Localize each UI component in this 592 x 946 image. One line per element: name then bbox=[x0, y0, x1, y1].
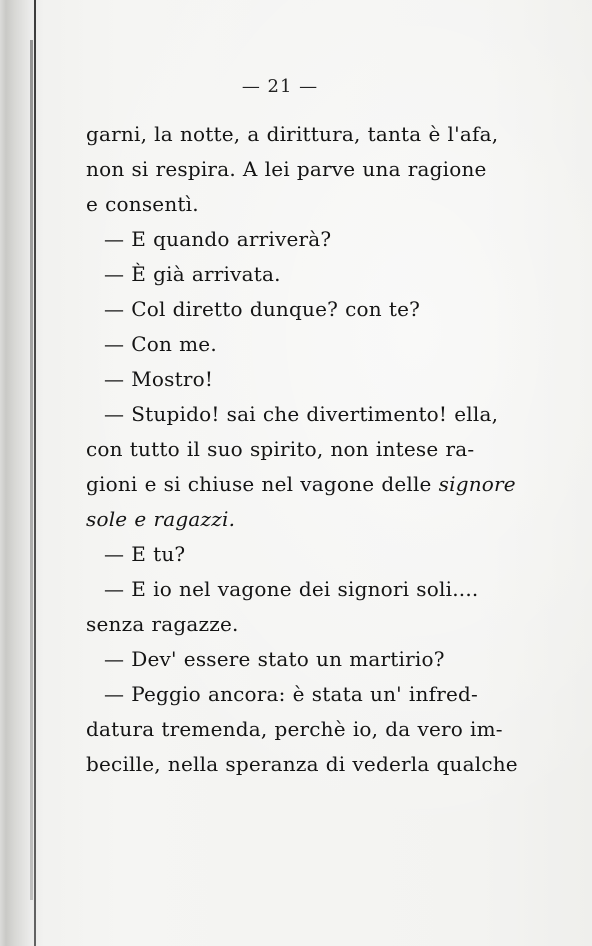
text-line: con tutto il suo spirito, non intese ra- bbox=[86, 437, 475, 461]
text-line bbox=[86, 467, 516, 502]
text-line: e consentì. bbox=[86, 192, 199, 216]
page-number: — 21 — bbox=[241, 76, 319, 97]
spine-edge bbox=[34, 0, 36, 946]
text-line: garni, la notte, a dirittura, tanta è l'afa, bbox=[86, 122, 499, 146]
spine-edge-shadow bbox=[30, 40, 33, 900]
page-text bbox=[86, 117, 518, 782]
text-line: — Con me. bbox=[104, 332, 217, 356]
text-line: non si respira. A lei parve una ragione bbox=[86, 157, 487, 181]
text-line: senza ragazze. bbox=[86, 612, 239, 636]
text-line: — Dev' essere stato un martirio? bbox=[104, 647, 445, 671]
text-line: — Stupido! sai che divertimento! ella, bbox=[104, 402, 499, 426]
text-line-part: gioni e si chiuse nel vagone delle bbox=[86, 472, 432, 496]
italic-word: signore bbox=[438, 472, 516, 496]
italic-line: sole e ragazzi. bbox=[86, 507, 236, 531]
text-line: — E io nel vagone dei signori soli.... bbox=[104, 577, 479, 601]
book-spine-shadow bbox=[0, 0, 44, 946]
text-line: — Mostro! bbox=[104, 367, 214, 391]
text-line: — È già arrivata. bbox=[104, 262, 281, 286]
text-line bbox=[86, 502, 470, 537]
text-line: becille, nella speranza di vederla qualche bbox=[86, 752, 518, 776]
text-line: — Col diretto dunque? con te? bbox=[104, 297, 421, 321]
text-line: — E tu? bbox=[104, 542, 186, 566]
text-line: — Peggio ancora: è stata un' infred- bbox=[104, 682, 478, 706]
text-line: — E quando arriverà? bbox=[104, 227, 332, 251]
text-line: datura tremenda, perchè io, da vero im- bbox=[86, 717, 503, 741]
